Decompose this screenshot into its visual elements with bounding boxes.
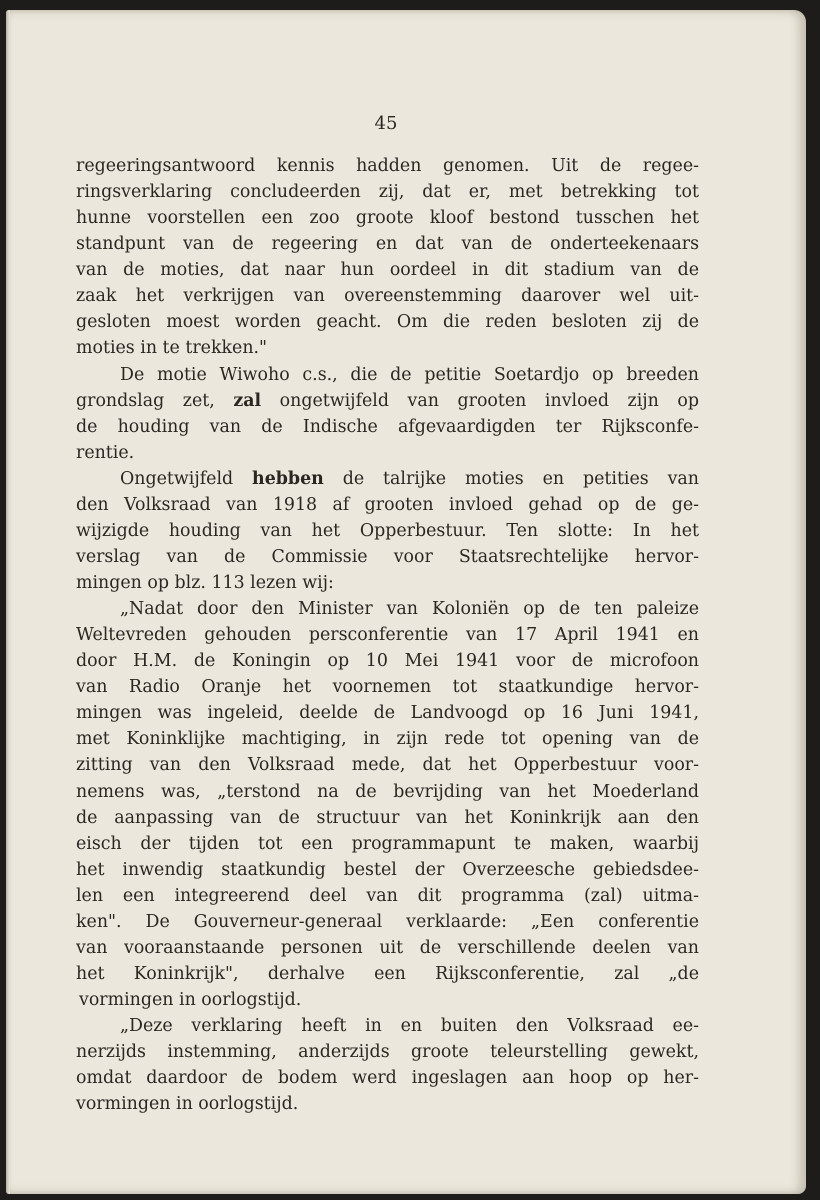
- text-line: ringsverklaring concludeerden zij, dat er, met betrekking tot: [76, 182, 699, 203]
- text-line: wijzigde houding van het Opperbestuur. Ten slotte: In het: [76, 520, 699, 541]
- text-line: met Koninklijke machtiging, in zijn rede tot opening van de: [76, 729, 699, 750]
- book-page: [6, 10, 806, 1194]
- text-line: van vooraanstaande personen uit de verschillende deelen van: [76, 937, 699, 958]
- text-line: het Koninkrijk", derhalve een Rijksconferentie, zal „de: [76, 963, 699, 984]
- text-line: De motie Wiwoho c.s., die de petitie Soetardjo op breeden: [120, 364, 699, 385]
- text-fragment: ongetwijfeld van grooten invloed zijn op: [279, 390, 699, 411]
- page-binding-shadow: [6, 10, 10, 1194]
- text-line-mixed: [76, 466, 699, 492]
- text-line: vormingen in oorlogstijd.: [76, 1094, 299, 1115]
- text-line: regeeringsantwoord kennis hadden genomen. Uit de regee-: [76, 156, 699, 176]
- text-fragment: grondslag zet,: [76, 390, 215, 411]
- text-line: mingen was ingeleid, deelde de Landvoogd op 16 Juni 1941,: [76, 703, 699, 724]
- text-fragment: de talrijke moties en petities van: [342, 468, 700, 489]
- text-line: van de moties, dat naar hun oordeel in dit stadium van de: [76, 260, 699, 281]
- text-line: den Volksraad van 1918 af grooten invloed gehad op de ge-: [76, 494, 699, 515]
- text-line: zaak het verkrijgen van overeenstemming daarover wel uit-: [76, 286, 699, 307]
- text-line: standpunt van de regeering en dat van de onderteekenaars: [76, 234, 699, 255]
- text-line: mingen op blz. 113 lezen wij:: [76, 573, 334, 593]
- text-line: gesloten moest worden geacht. Om die reden besloten zij de: [76, 312, 699, 333]
- text-line: het inwendig staatkundig bestel der Overzeesche gebiedsdee-: [76, 859, 699, 880]
- text-line: eisch der tijden tot een programmapunt te maken, waarbij: [76, 833, 699, 854]
- text-line: nemens was, „terstond na de bevrijding van het Moederland: [76, 781, 699, 802]
- text-line: „Nadat door den Minister van Koloniën op de ten paleize: [120, 599, 699, 620]
- body-text: [76, 153, 699, 1117]
- text-fragment: Ongetwijfeld: [120, 468, 234, 489]
- text-line: omdat daardoor de bodem werd ingeslagen aan hoop op her-: [76, 1068, 699, 1089]
- bold-word: zal: [233, 390, 262, 411]
- text-line-mixed: [76, 388, 699, 414]
- text-line: door H.M. de Koningin op 10 Mei 1941 voor de microfoon: [76, 651, 699, 672]
- bold-word: hebben: [252, 468, 324, 489]
- text-line: „Deze verklaring heeft in en buiten den Volksraad ee-: [120, 1016, 699, 1037]
- text-line: moties in te trekken.": [76, 338, 268, 359]
- text-line: de aanpassing van de structuur van het Koninkrijk aan den: [76, 807, 699, 828]
- text-line: ken". De Gouverneur-generaal verklaarde: „Een conferentie: [76, 911, 699, 932]
- text-line: len een integreerend deel van dit programma (zal) uitma-: [76, 885, 699, 906]
- text-line: vormingen in oorlogstijd.: [79, 990, 302, 1010]
- text-line: van Radio Oranje het voornemen tot staatkundige hervor-: [76, 677, 699, 698]
- text-line: rentie.: [76, 442, 135, 463]
- text-line: de houding van de Indische afgevaardigden ter Rijksconfe-: [76, 416, 699, 437]
- text-line: zitting van den Volksraad mede, dat het Opperbestuur voor-: [76, 755, 699, 776]
- text-line: nerzijds instemming, anderzijds groote teleurstelling gewekt,: [76, 1042, 699, 1063]
- text-line: hunne voorstellen een zoo groote kloof bestond tusschen het: [76, 208, 699, 229]
- text-line: verslag van de Commissie voor Staatsrechtelijke hervor-: [76, 546, 699, 567]
- text-line: Weltevreden gehouden persconferentie van 17 April 1941 en: [76, 625, 699, 646]
- page-number: 45: [374, 113, 398, 134]
